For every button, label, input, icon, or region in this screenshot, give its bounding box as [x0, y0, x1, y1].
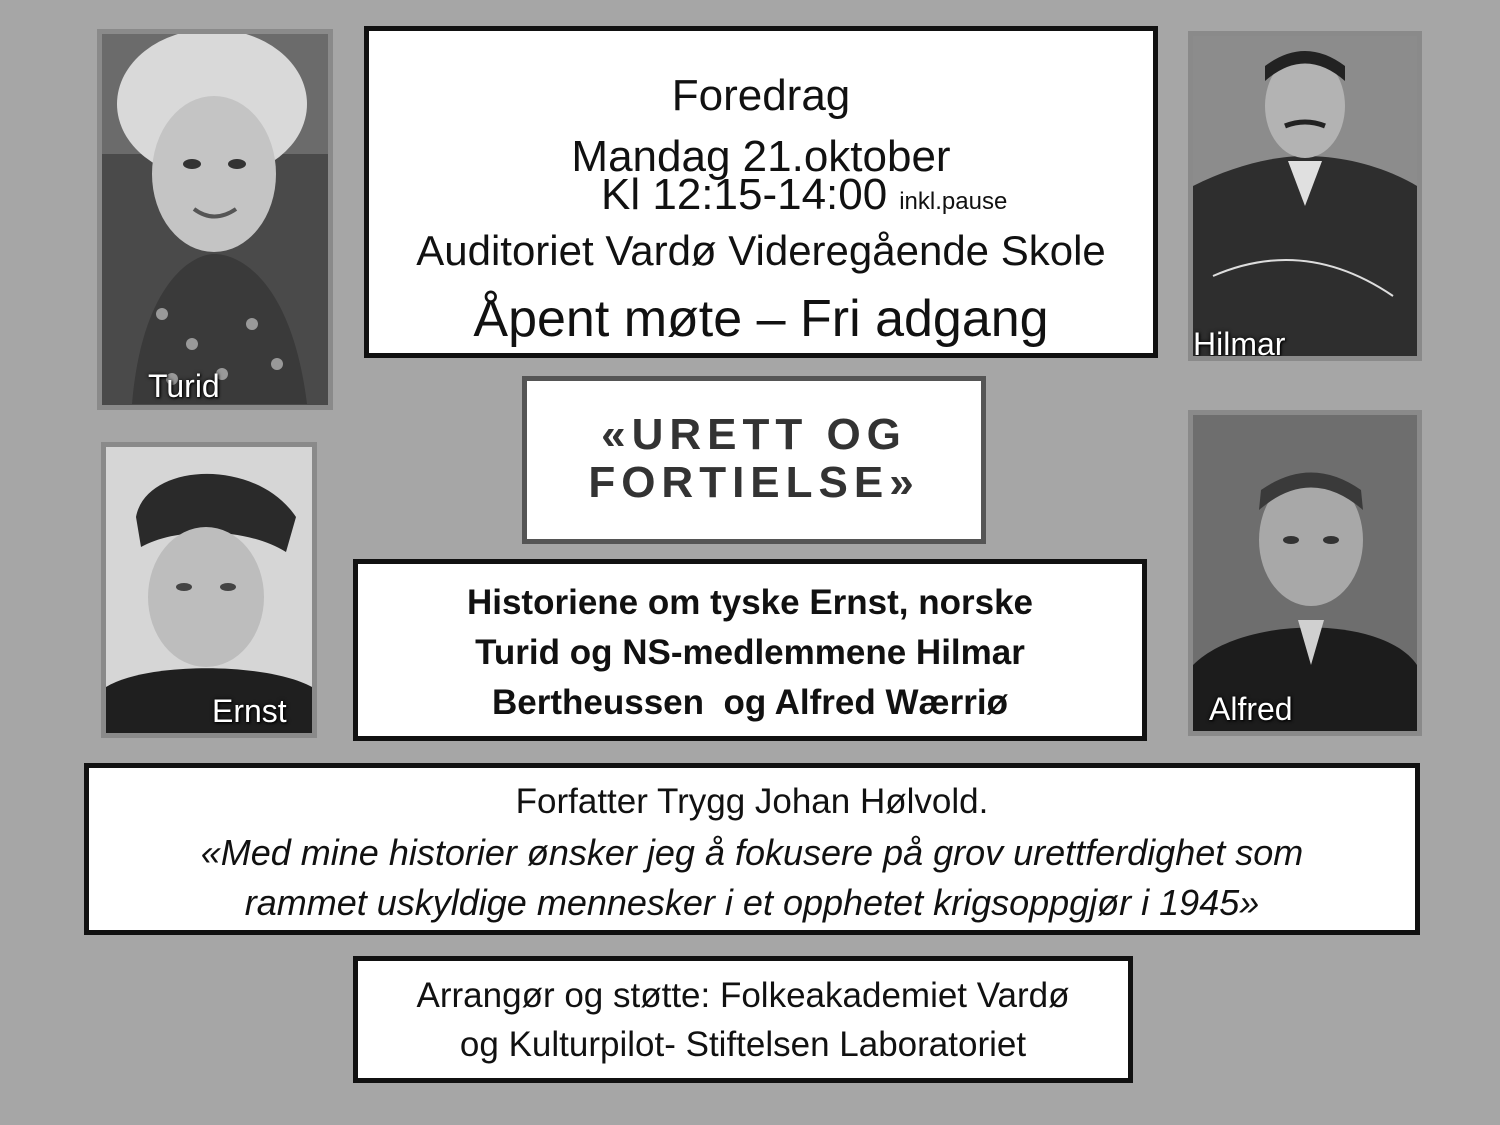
author-quote-line-2: rammet uskyldige mennesker i et opphetet krigsoppgjør i 1945»: [244, 882, 1260, 923]
event-type: Foredrag: [671, 71, 851, 120]
organizer-line-2: og Kulturpilot- Stiftelsen Laboratoriet: [459, 1025, 1027, 1064]
event-access: Åpent møte – Fri adgang: [473, 290, 1049, 348]
photo-alfred: [1188, 410, 1422, 736]
author-box: [84, 763, 1420, 935]
subtitle-line-3: Bertheussen og Alfred Wærriø: [492, 683, 1008, 722]
organizer-line-1: Arrangør og støtte: Folkeakademiet Vardø: [416, 976, 1070, 1015]
title-box: [522, 376, 986, 544]
lecture-title-line-1: «URETT OG: [601, 410, 907, 459]
author-quote-line-1: «Med mine historier ønsker jeg å fokusere på grov urettferdighet som: [200, 832, 1304, 873]
portrait-ernst-image: [106, 447, 312, 733]
lecture-title: [527, 411, 981, 507]
photo-hilmar: [1188, 31, 1422, 361]
portrait-hilmar-image: [1193, 36, 1417, 356]
author-name: Forfatter Trygg Johan Hølvold.: [515, 782, 989, 821]
event-time: Kl 12:15-14:00: [601, 170, 888, 219]
event-time-row: [601, 170, 1007, 220]
organizer-text: [358, 971, 1128, 1069]
subtitle-text: [358, 578, 1142, 728]
event-pause-note: inkl.pause: [899, 188, 1008, 215]
organizer-box: [353, 956, 1133, 1083]
portrait-turid-image: [102, 34, 328, 405]
photo-caption-hilmar: Hilmar: [1193, 326, 1286, 361]
author-quote: [89, 828, 1415, 928]
portrait-alfred-image: [1193, 415, 1417, 731]
lecture-title-line-2: FORTIELSE»: [588, 458, 920, 507]
subtitle-box: [353, 559, 1147, 741]
photo-caption-ernst: Ernst: [212, 693, 287, 729]
event-info-box: [364, 26, 1158, 358]
photo-caption-alfred: Alfred: [1209, 691, 1293, 727]
event-date: Mandag 21.oktober: [571, 132, 951, 181]
subtitle-line-2: Turid og NS-medlemmene Hilmar: [475, 633, 1025, 672]
photo-turid: [97, 29, 333, 410]
subtitle-line-1: Historiene om tyske Ernst, norske: [466, 583, 1034, 622]
photo-caption-turid: Turid: [148, 368, 220, 404]
photo-ernst: [101, 442, 317, 738]
event-venue: Auditoriet Vardø Videregående Skole: [416, 227, 1106, 274]
